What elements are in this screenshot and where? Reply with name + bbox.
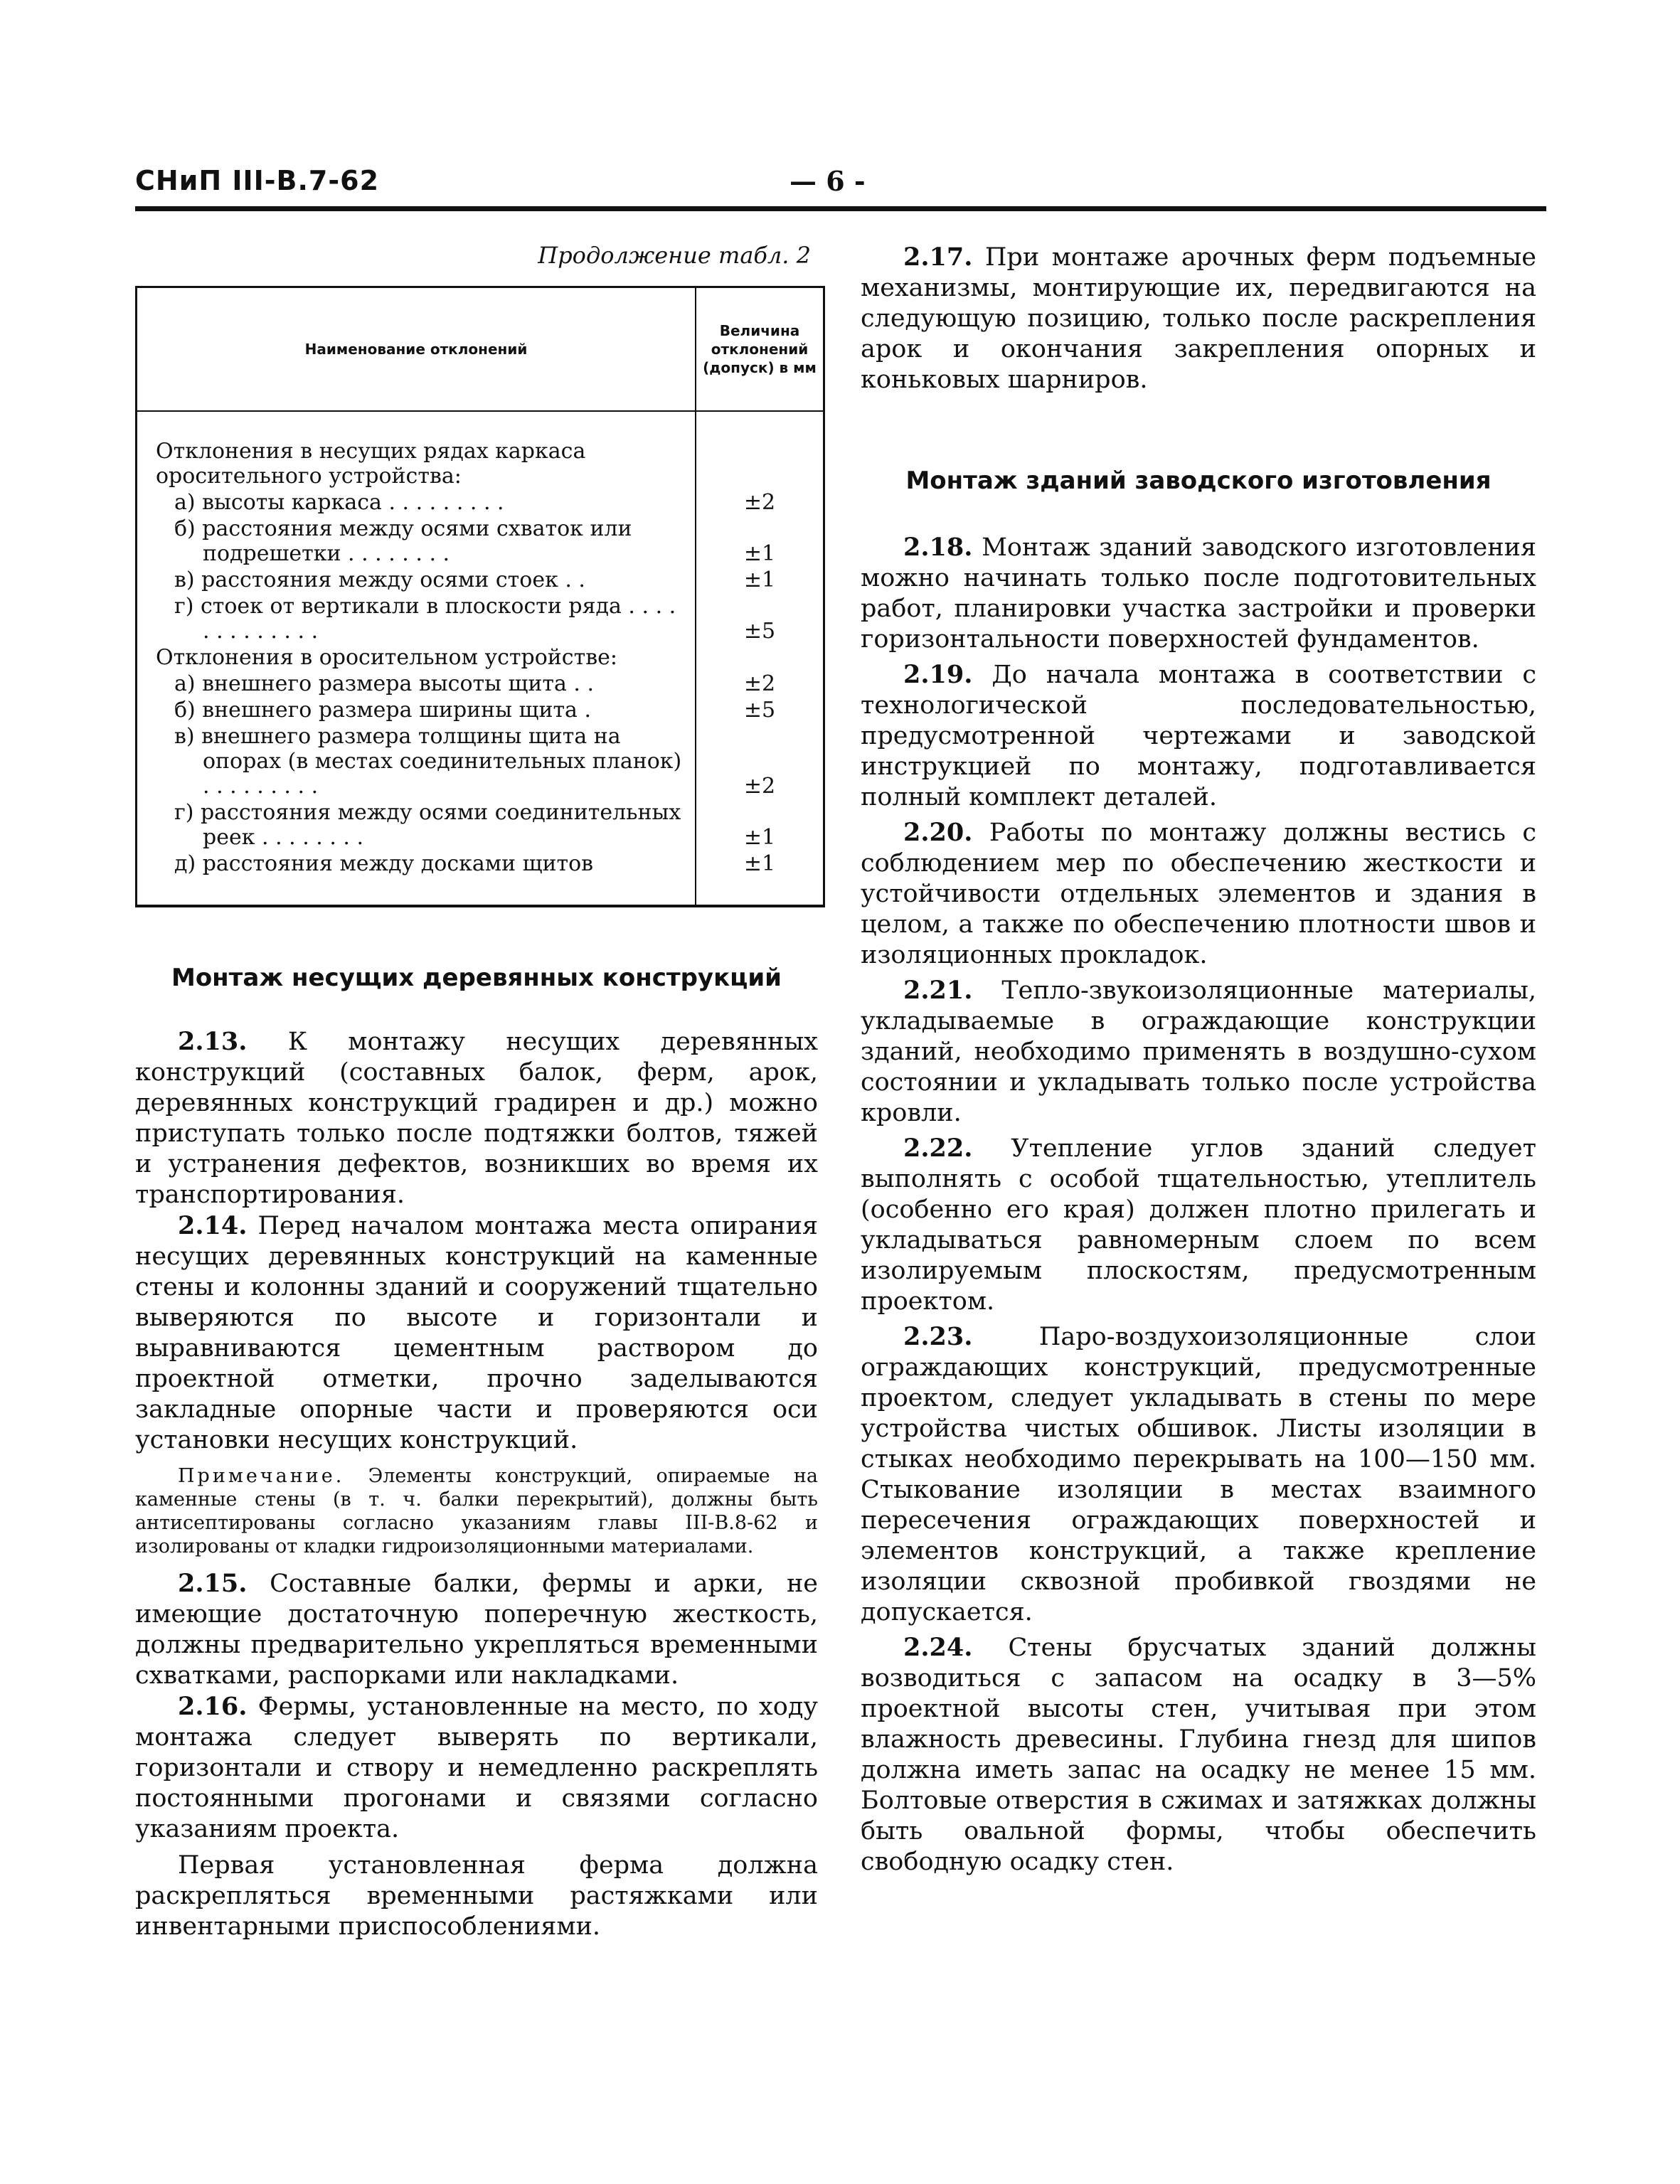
row-label: г) расстояния между осями соединительных реек . . . . . . . . xyxy=(137,799,696,851)
table-row xyxy=(137,851,824,906)
page-header xyxy=(135,165,1543,208)
row-label: в) расстояния между осями стоек . . xyxy=(137,567,696,593)
paragraph-text: Составные балки, фермы и арки, не имеющие достаточную поперечную жесткость, должны предварительно укрепляться временными схватками, распорками или накладками. xyxy=(135,1570,818,1690)
row-value: ±1 xyxy=(696,516,824,567)
table-row xyxy=(137,671,824,697)
row-label: Отклонения в несущих рядах каркаса оросительного устройства: xyxy=(137,411,696,489)
paragraph-2-13 xyxy=(135,1026,818,1210)
paragraph-2-16 xyxy=(135,1691,818,1845)
left-column xyxy=(135,242,818,1941)
row-label: д) расстояния между досками щитов xyxy=(137,851,696,906)
paragraph-number: 2.13. xyxy=(178,1027,248,1056)
paragraph-text: Утепление углов зданий следует выполнять с особой тщательностью, утеплитель (особенно его края) должен плотно прилегать и укладываться равномерным слоем по всем изолируемым плоскостям, предусмотренным проектом. xyxy=(861,1134,1536,1316)
paragraph-text: До начала монтажа в соответствии с технологической последовательностью, предусмотренной чертежами и заводской инструкцией по монтажу, подготавливается полный комплект деталей. xyxy=(861,661,1536,811)
section-title-factory-buildings: Монтаж зданий заводского изготовления xyxy=(905,467,1492,495)
paragraph-text: К монтажу несущих деревянных конструкций (составных балок, ферм, арок, деревянных конструкций градирен и др.) можно приступать только после подтяжки болтов, тяжей и устранения дефектов, возникших во время их транспортирования. xyxy=(135,1028,818,1209)
row-label: в) внешнего размера толщины щита на опорах (в местах соединительных планок) . . . . . . . . . xyxy=(137,723,696,799)
row-value xyxy=(696,644,824,671)
table-col-name-header: Наименование отклонений xyxy=(137,287,696,412)
row-label: а) внешнего размера высоты щита . . xyxy=(137,671,696,697)
row-value: ±2 xyxy=(696,671,824,697)
paragraph-2-19 xyxy=(861,659,1536,813)
right-column xyxy=(861,242,1536,1877)
table-row xyxy=(137,489,824,516)
paragraph-number: 2.19. xyxy=(903,660,973,689)
table-row xyxy=(137,697,824,723)
paragraph-number: 2.21. xyxy=(903,976,973,1005)
paragraph-number: 2.15. xyxy=(178,1569,248,1598)
paragraph-number: 2.22. xyxy=(903,1134,973,1163)
note-text: Элементы конструкций, опираемые на каменные стены (в т. ч. балки перекрытий), должны быть антисептированы согласно указаниям главы III-В.8-62 и изолированы от кладки гидроизоляционными материалами. xyxy=(135,1465,818,1557)
doc-code: СНиП III-В.7-62 xyxy=(135,165,380,196)
paragraph-2-20 xyxy=(861,817,1536,971)
note xyxy=(135,1464,818,1558)
header-rule xyxy=(135,206,1546,211)
paragraph-2-23 xyxy=(861,1321,1536,1628)
deviation-table xyxy=(135,286,825,907)
table-caption: Продолжение табл. 2 xyxy=(538,242,811,269)
paragraph-text: Фермы, установленные на место, по ходу монтажа следует выверять по вертикали, горизонтали и створу и немедленно раскреплять постоянными прогонами и связями согласно указаниям проекта. xyxy=(135,1693,818,1843)
row-value: ±2 xyxy=(696,489,824,516)
row-value: ±1 xyxy=(696,851,824,906)
paragraph-number: 2.23. xyxy=(903,1322,973,1351)
paragraph-number: 2.20. xyxy=(903,818,973,847)
table-row xyxy=(137,799,824,851)
paragraph-number: 2.24. xyxy=(903,1633,973,1662)
paragraph-text: При монтаже арочных ферм подъемные механизмы, монтирующие их, передвигаются на следующую позицию, только после раскрепления арок и окончания закрепления опорных и коньковых шарниров. xyxy=(861,243,1536,394)
row-label: б) внешнего размера ширины щита . xyxy=(137,697,696,723)
row-label: Отклонения в оросительном устройстве: xyxy=(137,644,696,671)
paragraph-text: Перед началом монтажа места опирания несущих деревянных конструкций на каменные стены и колонны зданий и сооружений тщательно выверяются по высоте и горизонтали и выравниваются цементным раствором до проектной отметки, прочно заделываются закладные опорные части и проверяются оси установки несущих конструкций. xyxy=(135,1212,818,1454)
paragraph-number: 2.16. xyxy=(178,1692,248,1721)
table-row xyxy=(137,516,824,567)
paragraph-2-24 xyxy=(861,1632,1536,1877)
table-header-row xyxy=(137,287,824,412)
paragraph-2-14 xyxy=(135,1210,818,1456)
section-title-load-bearing: Монтаж несущих деревянных конструкций xyxy=(171,964,782,992)
row-value xyxy=(696,411,824,489)
paragraph-text: Тепло-звукоизоляционные материалы, укладываемые в ограждающие конструкции зданий, необходимо применять в воздушно-сухом состоянии и укладывать только после устройства кровли. xyxy=(861,976,1536,1127)
paragraph-2-16-continued: Первая установленная ферма должна раскрепляться временными растяжками или инвентарными приспособлениями. xyxy=(135,1851,818,1941)
paragraph-2-15 xyxy=(135,1568,818,1691)
paragraph-text: Работы по монтажу должны вестись с соблюдением мер по обеспечению жесткости и устойчивости отдельных элементов и здания в целом, а также по обеспечению плотности швов и изоляционных прокладок. xyxy=(861,819,1536,969)
paragraph-number: 2.17. xyxy=(903,243,973,272)
left-text-block xyxy=(135,964,818,1942)
table-row xyxy=(137,411,824,489)
table-row xyxy=(137,593,824,644)
row-value: ±5 xyxy=(696,593,824,644)
row-label: г) стоек от вертикали в плоскости ряда . . . . . . . . . . . . . xyxy=(137,593,696,644)
row-label: б) расстояния между осями схваток или подрешетки . . . . . . . . xyxy=(137,516,696,567)
paragraph-2-21 xyxy=(861,975,1536,1129)
paragraph-text: Монтаж зданий заводского изготовления можно начинать только после подготовительных работ, планировки участка застройки и проверки горизонтальности поверхностей фундаментов. xyxy=(861,533,1536,654)
paragraph-2-22 xyxy=(861,1133,1536,1317)
paragraph-text: Паро-воздухоизоляционные слои ограждающих конструкций, предусмотренные проектом, следует укладывать в стены по мере устройства чистых обшивок. Листы изоляции в стыках необходимо перекрывать на 100—150 мм. Стыкование изоляции в местах взаимного пересечения ограждающих поверхностей и элементов конструкций, а также крепление изоляции сквозной пробивкой гвоздями не допускается. xyxy=(861,1323,1536,1626)
row-value: ±1 xyxy=(696,567,824,593)
table-row xyxy=(137,567,824,593)
row-label: а) высоты каркаса . . . . . . . . . xyxy=(137,489,696,516)
table-row xyxy=(137,644,824,671)
note-label: Примечание. xyxy=(178,1465,345,1487)
row-value: ±5 xyxy=(696,697,824,723)
paragraph-number: 2.18. xyxy=(903,533,973,562)
paragraph-text: Стены брусчатых зданий должны возводиться с запасом на осадку в 3—5% проектной высоты стен, учитывая при этом влажность древесины. Глубина гнезд для шипов должна иметь запас на осадку не менее 15 мм. Болтовые отверстия в сжимах и затяжках должны быть овальной формы, чтобы обеспечить свободную осадку стен. xyxy=(861,1634,1536,1876)
paragraph-2-18 xyxy=(861,532,1536,655)
row-value: ±2 xyxy=(696,723,824,799)
table-row xyxy=(137,723,824,799)
table-col-value-header: Величина отклонений (допуск) в мм xyxy=(696,287,824,412)
row-value: ±1 xyxy=(696,799,824,851)
page-number: — 6 - xyxy=(790,165,866,197)
paragraph-number: 2.14. xyxy=(178,1211,248,1240)
paragraph-2-17 xyxy=(861,242,1536,395)
